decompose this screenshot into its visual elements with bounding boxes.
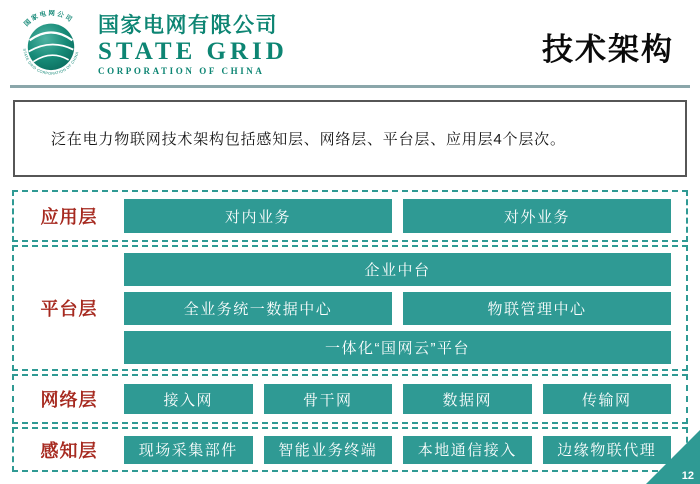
block-data-network: 数据网	[403, 384, 532, 414]
block-unified-data-center: 全业务统一数据中心	[124, 292, 392, 325]
page-title: 技术架构	[542, 32, 674, 67]
block-edge-iot-agent: 边缘物联代理	[543, 436, 672, 464]
globe-logo-icon	[12, 6, 90, 84]
intro-box	[13, 100, 687, 177]
layer-platform	[12, 245, 688, 371]
layer-network-body	[124, 384, 671, 414]
layer-perception-body	[124, 436, 671, 464]
layer-label-network: 网络层	[40, 390, 98, 410]
logo-company-name-en: STATE GRID	[98, 38, 288, 66]
logo-company-subtitle: CORPORATION OF CHINA	[98, 66, 265, 77]
state-grid-logo	[12, 6, 288, 84]
layer-label-platform: 平台层	[40, 299, 98, 319]
layer-label-application: 应用层	[40, 207, 98, 227]
block-intelligent-business-terminal: 智能业务终端	[264, 436, 393, 464]
layer-platform-body	[124, 253, 671, 364]
logo-wordmark	[98, 14, 288, 76]
block-iot-management-center: 物联管理中心	[403, 292, 671, 325]
block-transmission-network: 传输网	[543, 384, 672, 414]
logo-ring-text-en: STATE GRID CORPORATION OF CHINA	[22, 48, 80, 76]
header-divider	[10, 85, 690, 88]
layer-application-body	[124, 199, 671, 233]
layer-label-perception: 感知层	[40, 440, 98, 461]
layer-perception	[12, 427, 688, 472]
logo-company-name-cn: 国家电网有限公司	[98, 14, 278, 37]
block-internal-business: 对内业务	[124, 199, 392, 233]
block-state-grid-cloud-platform: 一体化“国网云”平台	[124, 331, 671, 364]
block-local-communication-access: 本地通信接入	[403, 436, 532, 464]
block-external-business: 对外业务	[403, 199, 671, 233]
block-access-network: 接入网	[124, 384, 253, 414]
layer-network	[12, 374, 688, 424]
block-enterprise-middle-platform: 企业中台	[124, 253, 671, 286]
block-backbone-network: 骨干网	[264, 384, 393, 414]
page-number: 12	[681, 470, 694, 482]
logo-ring-text-cn: 国家电网公司	[23, 10, 75, 28]
layer-application	[12, 190, 688, 242]
block-field-collection-components: 现场采集部件	[124, 436, 253, 464]
intro-text: 泛在电力物联网技术架构包括感知层、网络层、平台层、应用层4个层次。	[51, 131, 566, 148]
